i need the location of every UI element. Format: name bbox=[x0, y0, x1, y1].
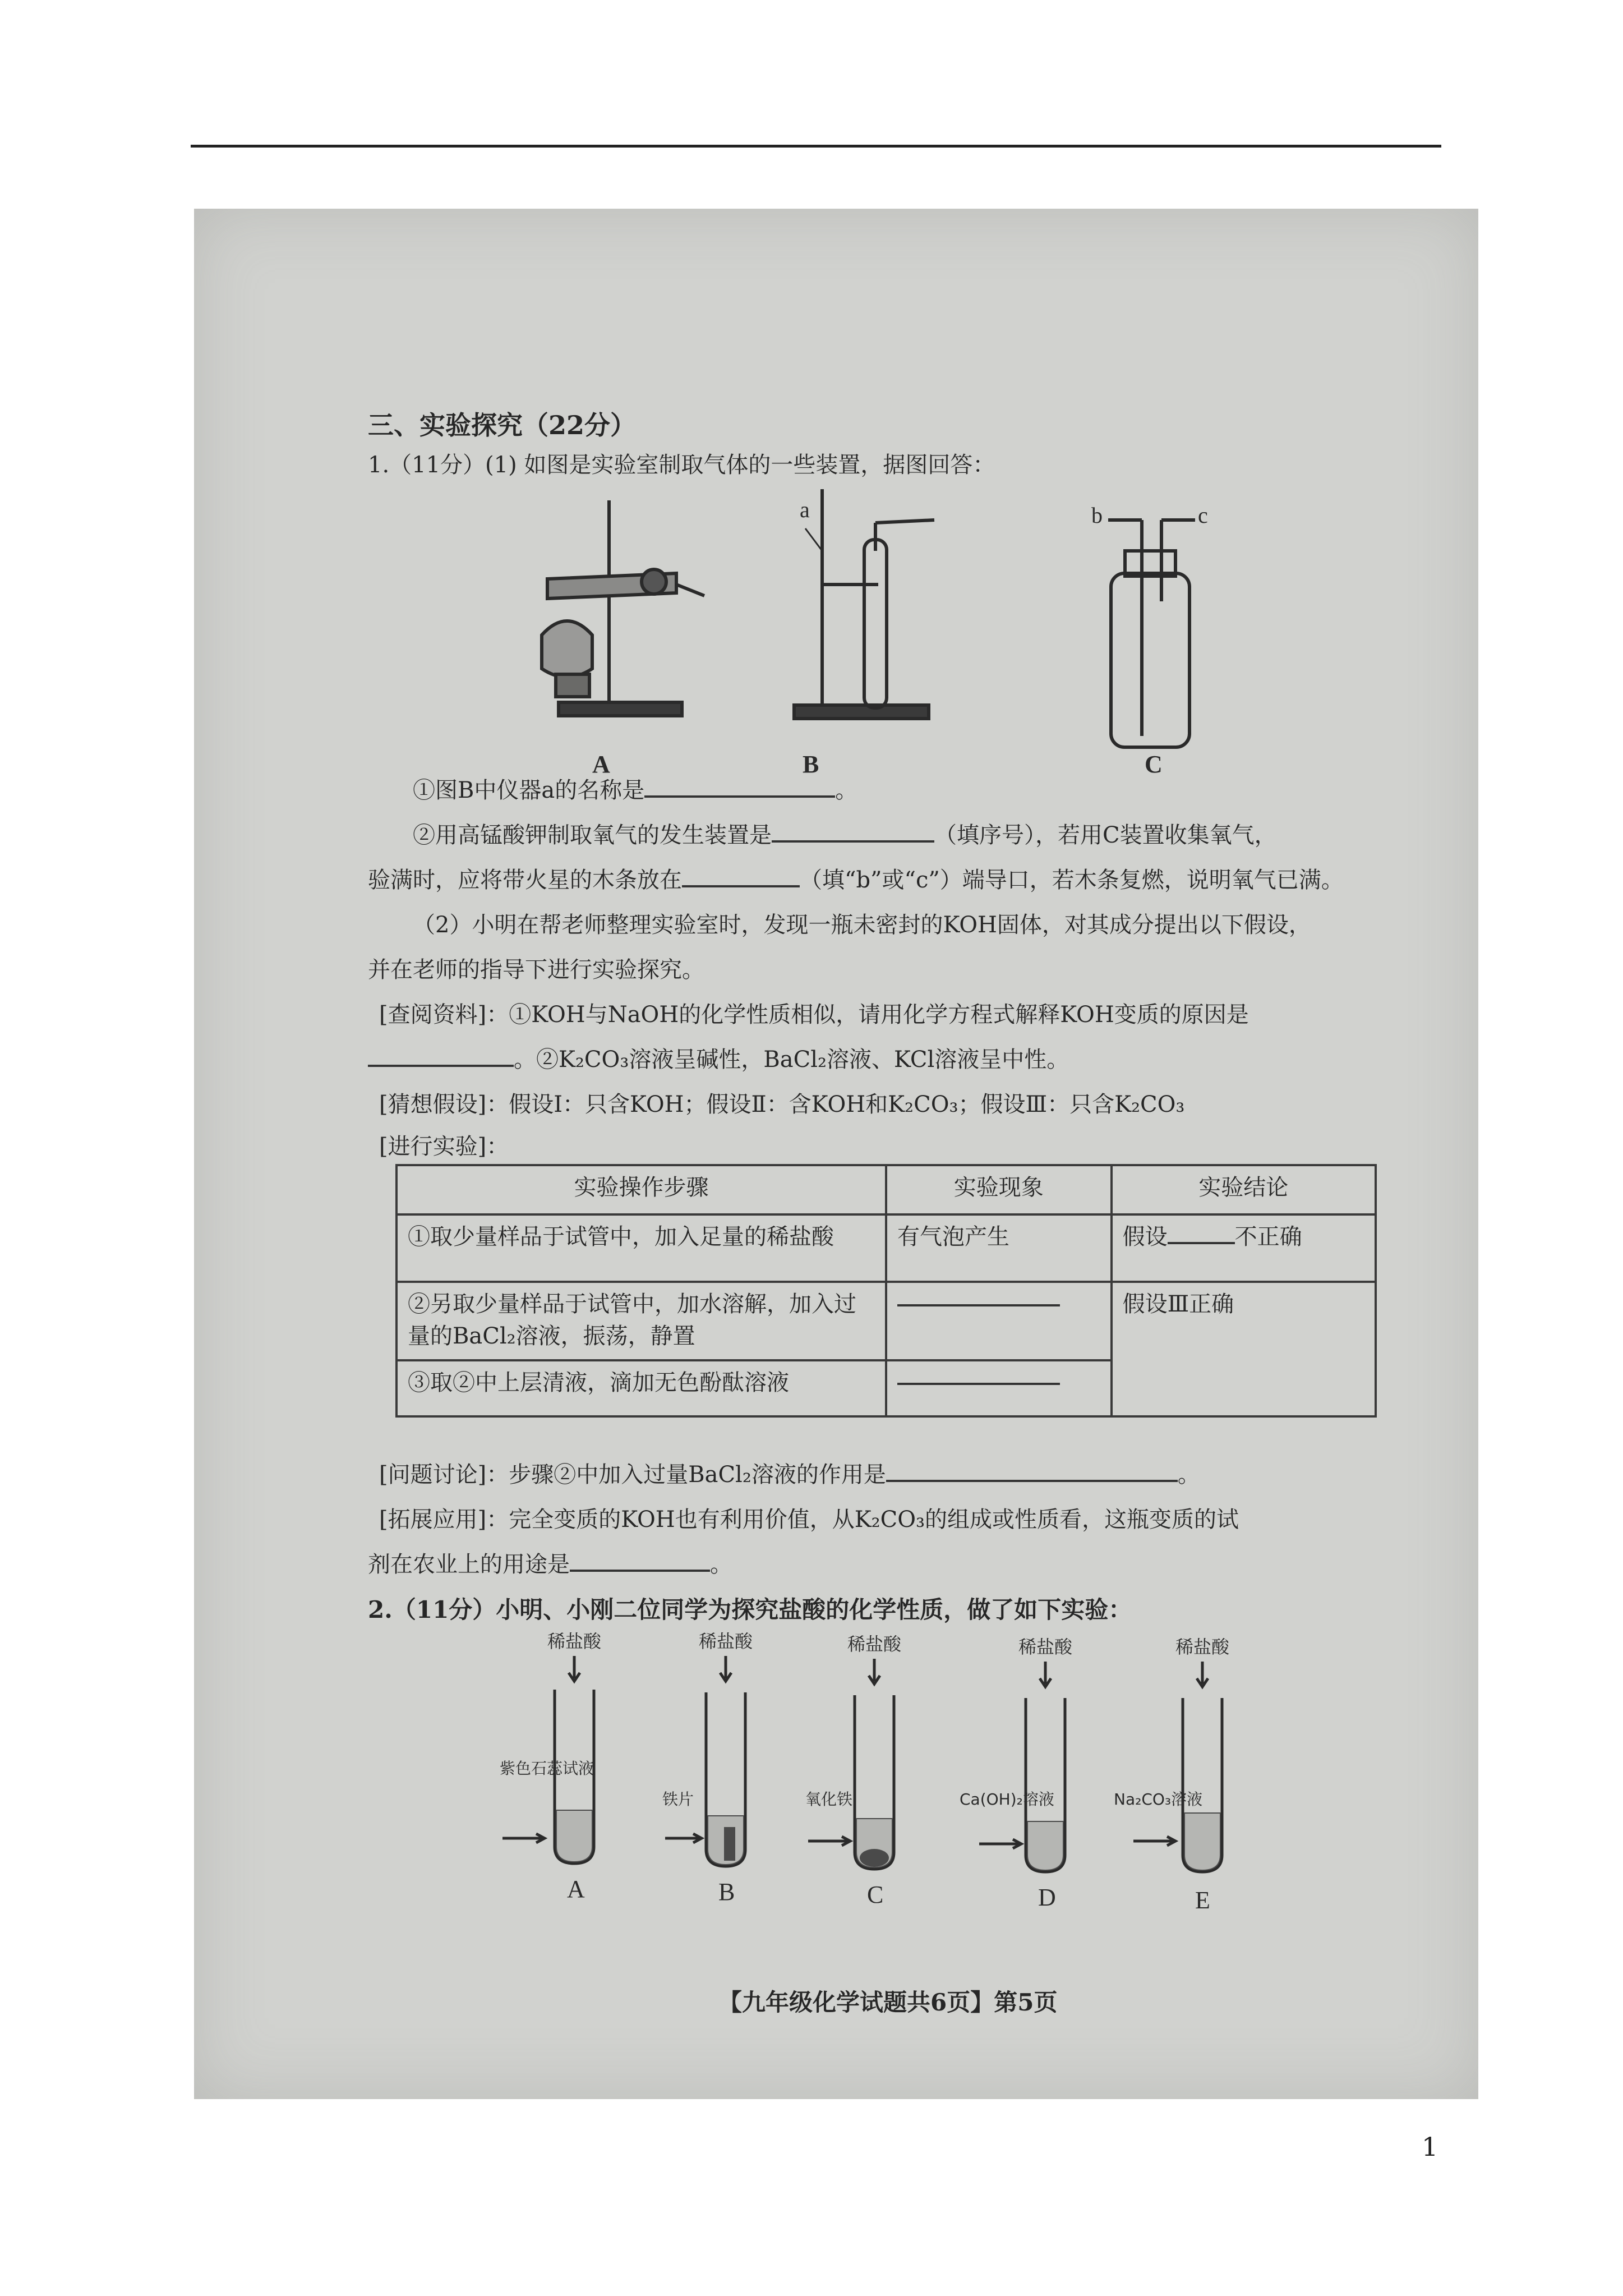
q1-intro: 1.（11分）(1) 如图是实验室制取气体的一些装置，据图回答： bbox=[368, 452, 995, 478]
reagent-label-c: 氧化铁 bbox=[805, 1790, 853, 1809]
row1-step: ①取少量样品于试管中，加入足量的稀盐酸 bbox=[396, 1214, 886, 1282]
q1-line1: ①图B中仪器a的名称是 。 bbox=[413, 777, 858, 803]
test-tubes-figure bbox=[497, 1628, 1473, 1920]
answer-blank[interactable] bbox=[368, 1046, 514, 1067]
answer-blank[interactable] bbox=[886, 1461, 1178, 1482]
q2-intro: 2.（11分）小明、小刚二位同学为探究盐酸的化学性质，做了如下实验： bbox=[368, 1596, 1132, 1623]
q1-line5: 并在老师的指导下进行实验探究。 bbox=[368, 957, 704, 983]
q1-line6: [查阅资料]：①KOH与NaOH的化学性质相似，请用化学方程式解释KOH变质的原因是 bbox=[379, 1002, 1249, 1028]
acid-label-c: 稀盐酸 bbox=[847, 1634, 902, 1655]
acid-label-b: 稀盐酸 bbox=[699, 1631, 753, 1652]
answer-blank[interactable] bbox=[772, 821, 934, 843]
answer-blank[interactable] bbox=[897, 1287, 1060, 1306]
apparatus-drawing bbox=[508, 489, 1209, 972]
row3-phenomenon bbox=[886, 1360, 1112, 1416]
tube-letter-e: E bbox=[1195, 1887, 1210, 1914]
apparatus-label-c: C bbox=[1145, 751, 1163, 778]
header-rule bbox=[191, 145, 1441, 148]
answer-blank[interactable] bbox=[1168, 1225, 1235, 1244]
answer-blank[interactable] bbox=[570, 1550, 710, 1572]
apparatus-label-b: B bbox=[803, 751, 819, 778]
q1-line9: [进行实验]： bbox=[379, 1134, 509, 1159]
table-header-steps: 实验操作步骤 bbox=[396, 1165, 886, 1214]
reagent-label-a: 紫色石蕊试液 bbox=[500, 1759, 594, 1778]
tube-letter-c: C bbox=[867, 1881, 884, 1908]
q1-line7: 。②K₂CO₃溶液呈碱性，BaCl₂溶液、KCl溶液呈中性。 bbox=[368, 1042, 1069, 1074]
row1-phenomenon: 有气泡产生 bbox=[886, 1214, 1112, 1282]
acid-label-d: 稀盐酸 bbox=[1018, 1636, 1073, 1658]
tube-letter-a: A bbox=[567, 1875, 585, 1903]
section-title: 三、实验探究（22分） bbox=[368, 410, 637, 440]
row2-step: ②另取少量样品于试管中，加水溶解，加入过量的BaCl₂溶液，振荡，静置 bbox=[396, 1282, 886, 1360]
row2-conclusion: 假设Ⅲ正确 bbox=[1112, 1282, 1376, 1416]
acid-label-e: 稀盐酸 bbox=[1175, 1636, 1230, 1658]
row2-phenomenon bbox=[886, 1282, 1112, 1360]
page-footer: 【九年级化学试题共6页】第5页 bbox=[718, 1989, 1058, 2016]
q1-line10: [问题讨论]：步骤②中加入过量BaCl₂溶液的作用是 。 bbox=[379, 1462, 1200, 1488]
scanned-page-photo bbox=[194, 209, 1478, 2099]
answer-blank[interactable] bbox=[682, 866, 800, 887]
tube-letter-d: D bbox=[1038, 1884, 1056, 1911]
table-header-conclusion: 实验结论 bbox=[1112, 1165, 1376, 1214]
row1-conclusion: 假设 不正确 bbox=[1112, 1214, 1376, 1282]
q1-line8: [猜想假设]：假设Ⅰ：只含KOH；假设Ⅱ：含KOH和K₂CO₃；假设Ⅲ：只含K₂CO₃ bbox=[379, 1092, 1185, 1117]
experiment-table bbox=[395, 1164, 1377, 1418]
q1-line11: [拓展应用]：完全变质的KOH也有利用价值，从K₂CO₃的组成或性质看，这瓶变质的试 bbox=[379, 1507, 1239, 1533]
q1-line2: ②用高锰酸钾制取氧气的发生装置是 （填序号），若用C装置收集氧气， bbox=[413, 822, 1277, 848]
tube-letter-b: B bbox=[718, 1878, 735, 1906]
answer-blank[interactable] bbox=[644, 776, 835, 798]
label-c: c bbox=[1198, 503, 1208, 528]
label-b: b bbox=[1091, 503, 1103, 528]
page-number: 1 bbox=[1422, 2132, 1438, 2162]
row3-step: ③取②中上层清液，滴加无色酚酞溶液 bbox=[396, 1360, 886, 1416]
table-header-phenomenon: 实验现象 bbox=[886, 1165, 1112, 1214]
q1-line3: 验满时，应将带火星的木条放在 （填“b”或“c”）端导口，若木条复燃，说明氧气已满。 bbox=[368, 867, 1344, 893]
reagent-label-b: 铁片 bbox=[662, 1790, 694, 1809]
reagent-label-d: Ca(OH)₂溶液 bbox=[960, 1790, 1054, 1809]
apparatus-label-a: A bbox=[592, 751, 610, 778]
label-a: a bbox=[800, 497, 810, 522]
acid-label-a: 稀盐酸 bbox=[547, 1631, 602, 1652]
q1-line12: 剂在农业上的用途是 。 bbox=[368, 1552, 732, 1577]
answer-blank[interactable] bbox=[897, 1366, 1060, 1385]
reagent-label-e: Na₂CO₃溶液 bbox=[1114, 1790, 1203, 1809]
q1-line4: （2）小明在帮老师整理实验室时，发现一瓶未密封的KOH固体，对其成分提出以下假设， bbox=[413, 912, 1311, 938]
